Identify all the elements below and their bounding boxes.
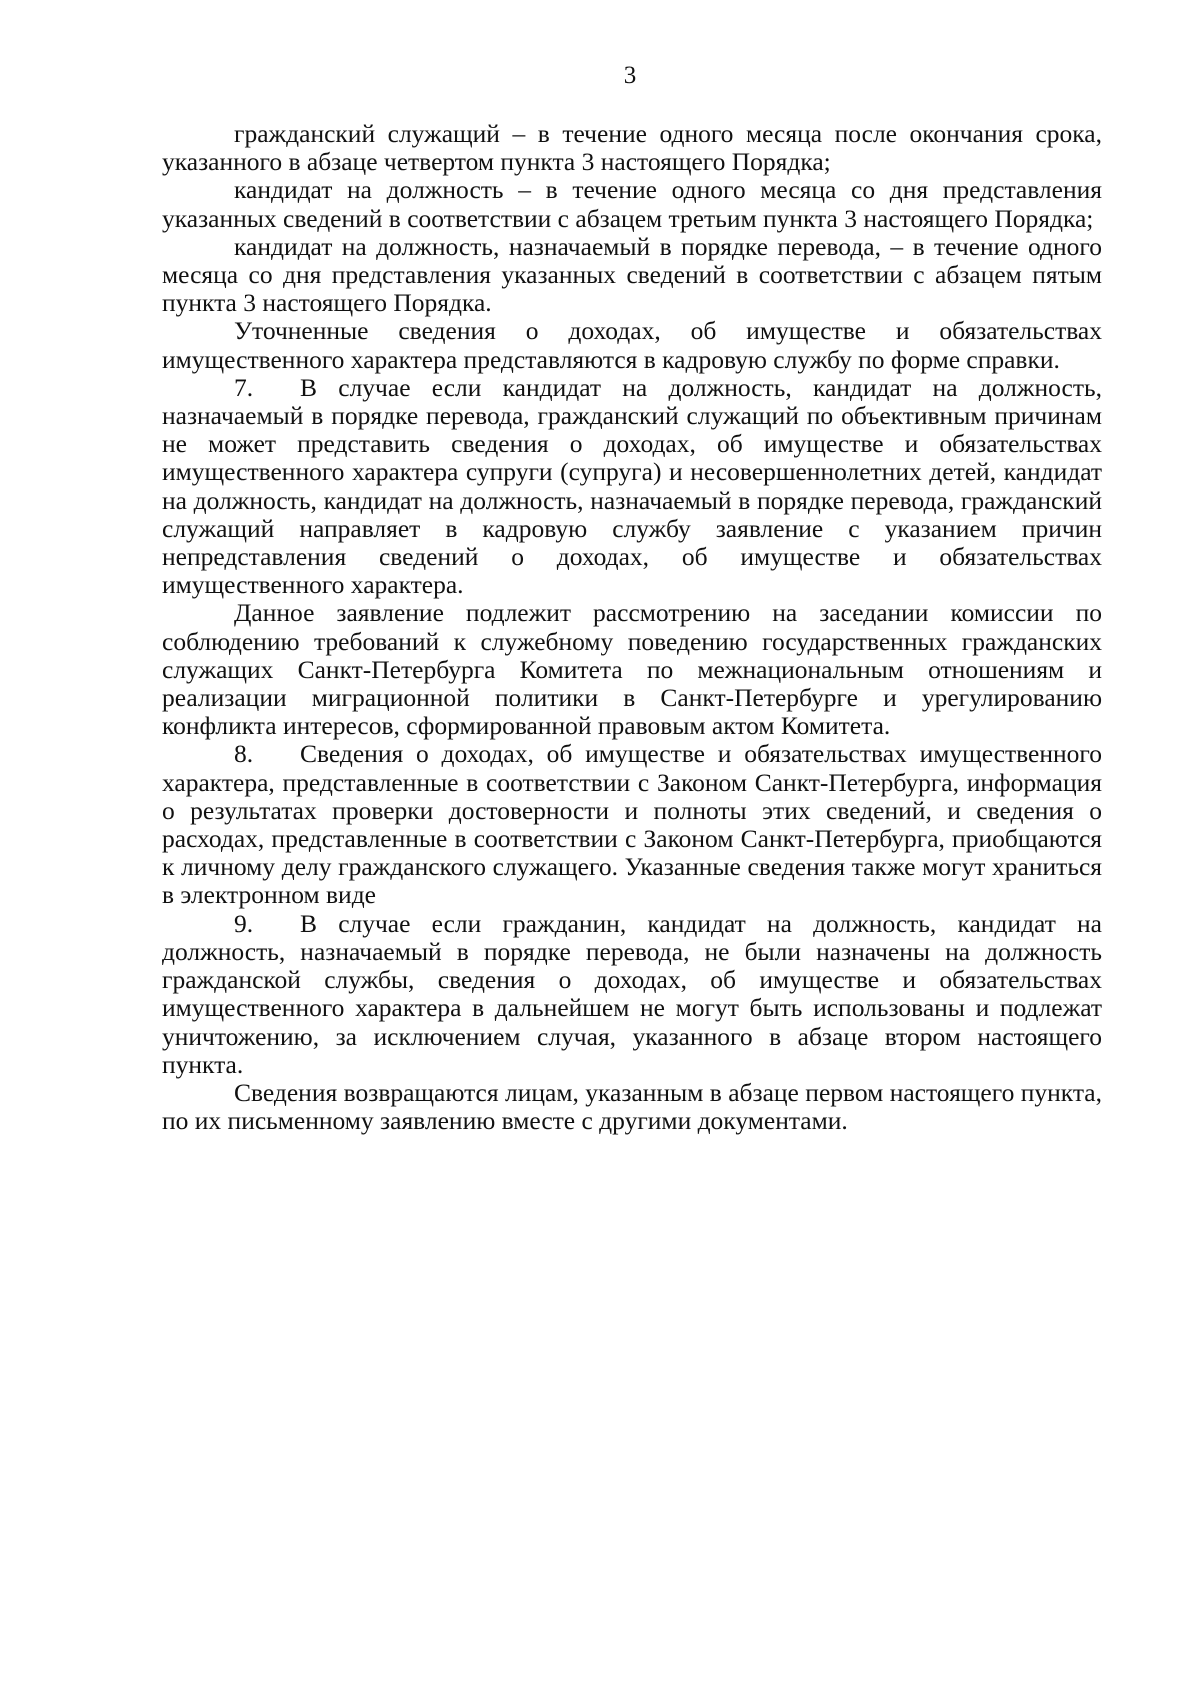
paragraph [162, 1079, 1102, 1135]
paragraph-text: Сведения возвращаются лицам, указанным в абзаце первом настоящего пункта, по их письменному заявлению вместе с другими документами. [162, 1077, 1102, 1136]
paragraph [162, 176, 1102, 232]
paragraph [162, 233, 1102, 318]
paragraph-item-9 [162, 910, 1102, 1079]
paragraph-text: Данное заявление подлежит рассмотрению на заседании комиссии по соблюдению требований к служебному поведению государственных гражданских служащих Санкт-Петербурга Комитета по межнациональным отношениям и реализации миграционной политики в Санкт-Петербурге и урегулированию конфликта интересов, сформированной правовым актом Комитета. [162, 598, 1102, 741]
page-number: 3 [623, 62, 637, 89]
item-number: 8. [234, 739, 254, 769]
paragraph-text: В случае если кандидат на должность, кандидат на должность, назначаемый в порядке перевода, гражданский служащий по объективным причинам не может представить сведения о доходах, об имуществе и обязательствах имущественного характера супруги (супруга) и несовершеннолетних детей, кандидат на должность, кандидат на должность, назначаемый в порядке перевода, гражданский служащий направляет в кадровую службу заявление с указанием причин непредставления сведений о доходах, об имуществе и обязательствах имущественного характера. [162, 372, 1102, 600]
paragraph-text: кандидат на должность – в течение одного месяца со дня представления указанных сведений в соответствии с абзацем третьим пункта 3 настоящего Порядка; [162, 175, 1102, 233]
paragraph-text: Уточненные сведения о доходах, об имуществе и обязательствах имущественного характера представляются в кадровую службу по форме справки. [162, 316, 1102, 374]
paragraph-item-8 [162, 740, 1102, 909]
paragraph-text: В случае если гражданин, кандидат на должность, кандидат на должность, назначаемый в порядке перевода, не были назначены на должность гражданской службы, сведения о доходах, об имуществе и обязательствах имущественного характера в дальнейшем не могут быть использованы и подлежат уничтожению, за исключением случая, указанного в абзаце втором настоящего пункта. [162, 908, 1102, 1079]
item-number: 7. [234, 372, 254, 402]
paragraph [162, 120, 1102, 176]
document-body [162, 120, 1102, 1135]
paragraph-text: гражданский служащий – в течение одного месяца после окончания срока, указанного в абзаце четвертом пункта 3 настоящего Порядка; [162, 119, 1102, 177]
paragraph [162, 599, 1102, 740]
item-number: 9. [234, 908, 254, 938]
paragraph-item-7 [162, 374, 1102, 600]
paragraph-text: кандидат на должность, назначаемый в порядке перевода, – в течение одного месяца со дня представления указанных сведений в соответствии с абзацем пятым пункта 3 настоящего Порядка. [162, 231, 1102, 318]
paragraph [162, 317, 1102, 373]
paragraph-text: Сведения о доходах, об имуществе и обязательствах имущественного характера, представленные в соответствии с Законом Санкт-Петербурга, информация о результатах проверки достоверности и полноты этих сведений, и сведения о расходах, представленные в соответствии с Законом Санкт-Петербурга, приобщаются к личному делу гражданского служащего. Указанные сведения также могут храниться в электронном виде [162, 739, 1102, 910]
